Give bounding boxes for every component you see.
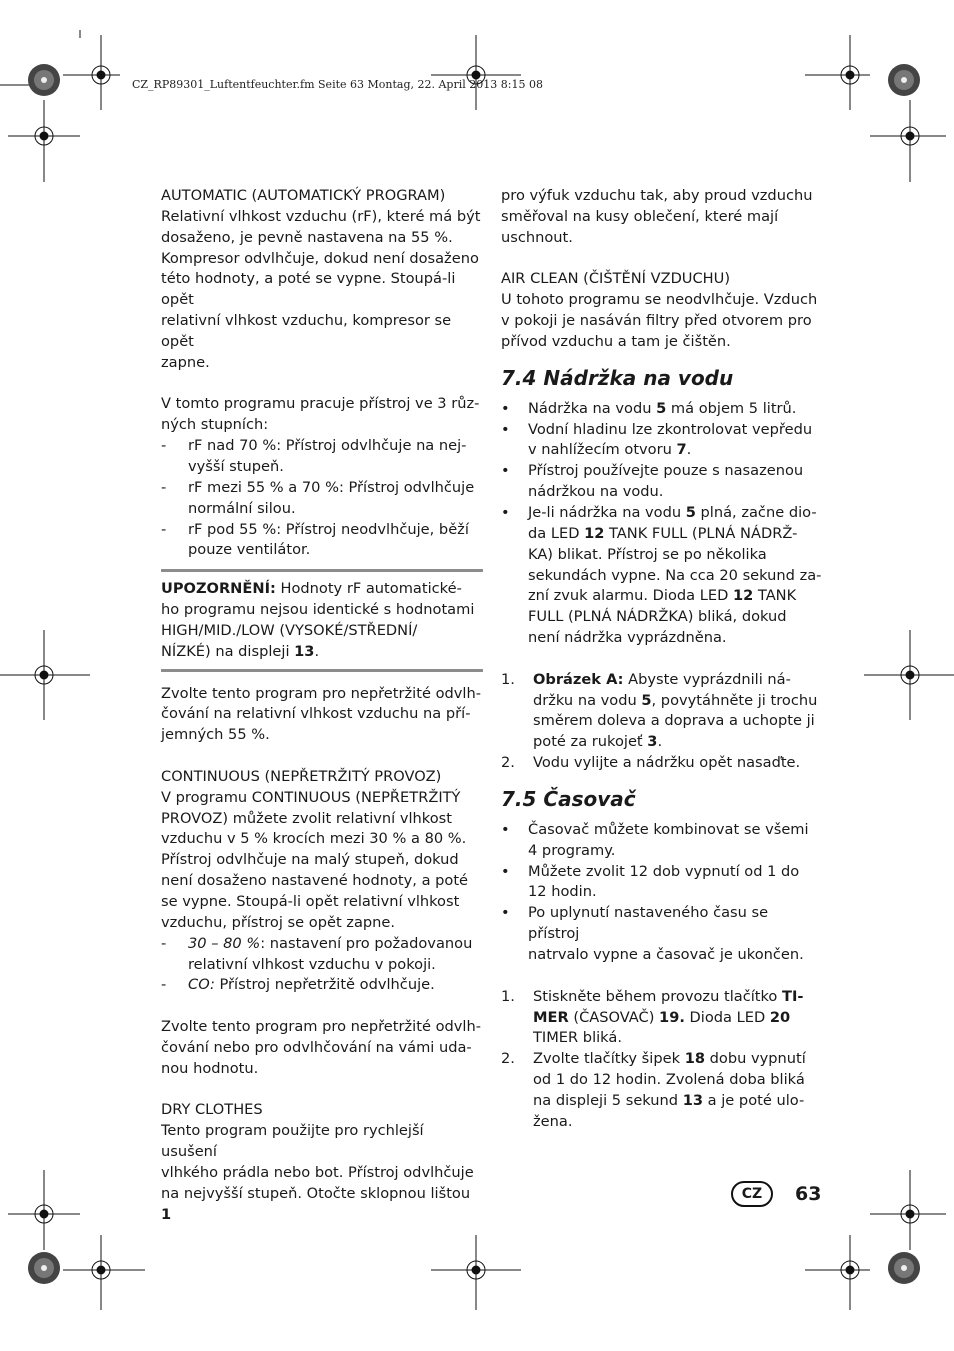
list-item: - rF pod 55 %: Přístroj neodvlhčuje, běží pouze ventilátor. bbox=[161, 520, 483, 562]
bottom-right-crop-marks bbox=[805, 1170, 946, 1310]
continuous-text: V programu CONTINUOUS (NEPŘETRŽITÝ PROVOZ) můžete zvolit relativní vlhkost vzduchu v 5 % krocích mezi 30 % a 80 %. Přístroj odvlhčuje na malý stupeň, dokud není dosaženo nastavené hodnoty, a poté se vypne. Stoupá-li opět relativní vlhkost vzduchu, přístroj se opět zapne. bbox=[161, 788, 469, 931]
list-item: • Nádržka na vodu 5 má objem 5 litrů. bbox=[501, 399, 823, 420]
choose-text-1: Zvolte tento program pro nepřetržité odvlh- čování na relativní vlhkost vzduchu na pří- jemných 55 %. bbox=[161, 684, 481, 744]
color-wheel-bottom-right bbox=[888, 1252, 920, 1284]
list-item: - 30 – 80 %: nastavení pro požadovanou relativní vlhkost vzduchu v pokoji. bbox=[161, 934, 483, 976]
list-item: • Časovač můžete kombinovat se všemi 4 programy. bbox=[501, 820, 823, 862]
numbered-step: 1. Stiskněte během provozu tlačítko TI- MER (ČASOVAČ) 19. Dioda LED 20 TIMER bliká. bbox=[501, 987, 804, 1047]
list-item: - rF nad 70 %: Přístroj odvlhčuje na nej- vyšší stupeň. bbox=[161, 436, 483, 478]
levels-list bbox=[161, 436, 483, 561]
right-column bbox=[501, 186, 823, 1133]
list-item: - rF mezi 55 % a 70 %: Přístroj odvlhčuje normální silou. bbox=[161, 478, 483, 520]
color-wheel-bottom-left bbox=[28, 1252, 60, 1284]
air-clean-title: AIR CLEAN (ČIŠTĚNÍ VZDUCHU) bbox=[501, 270, 731, 288]
list-item: • Přístroj používejte pouze s nasazenou nádržkou na vodu. bbox=[501, 461, 823, 503]
section-heading-7-5: 7.5 Časovač bbox=[501, 786, 636, 811]
color-wheel-top-left bbox=[28, 64, 60, 96]
continuous-title: CONTINUOUS (NEPŘETRŽITÝ PROVOZ) bbox=[161, 767, 442, 785]
top-center-crop-marks bbox=[431, 35, 521, 110]
left-column bbox=[161, 186, 483, 1226]
file-header: CZ_RP89301_Luftentfeuchter.fm Seite 63 Montag, 22. April 2013 8:15 08 bbox=[132, 78, 543, 91]
numbered-step: 2. Zvolte tlačítky šipek 18 dobu vypnutí od 1 do 12 hodin. Zvolená doba bliká na displeji 5 sekund 13 a je poté ulo- žena. bbox=[501, 1050, 806, 1130]
bottom-left-crop-marks bbox=[8, 1170, 145, 1310]
top-right-crop-marks bbox=[805, 35, 946, 182]
dry-clothes-title: DRY CLOTHES bbox=[161, 1101, 263, 1119]
section-heading-7-4: 7.4 Nádržka na vodu bbox=[501, 365, 734, 390]
choose-text-2: Zvolte tento program pro nepřetržité odvlh- čování nebo pro odvlhčování na vámi uda- nou hodnotu. bbox=[161, 1018, 481, 1077]
numbered-step: 2. Vodu vylijte a nádržku opět nasaďte. bbox=[501, 754, 801, 772]
list-item: - CO: Přístroj nepřetržitě odvlhčuje. bbox=[161, 975, 483, 996]
automatic-title: AUTOMATIC (AUTOMATICKÝ PROGRAM) bbox=[161, 187, 446, 204]
levels-intro: V tomto programu pracuje přístroj ve 3 růz- ných stupních: bbox=[161, 395, 480, 434]
air-clean-text: U tohoto programu se neodvlhčuje. Vzduch v pokoji je nasáván filtry před otvorem pro přívod vzduchu a tam je čištěn. bbox=[501, 291, 818, 350]
dry-clothes-text: Tento program použijte pro rychlejší usušení vlhkého prádla nebo bot. Přístroj odvlhčuje na nejvyšší stupeň. Otočte sklopnou lištou 1 bbox=[161, 1122, 474, 1223]
top-left-crop-marks bbox=[0, 30, 120, 182]
page-footer bbox=[731, 1181, 821, 1207]
automatic-text: Relativní vlhkost vzduchu (rF), které má být dosaženo, je pevně nastavena na 55 %. Kompresor odvlhčuje, dokud není dosaženo této hodnoty, a poté se vypne. Stoupá-li opět relativní vlhkost vzduchu, kompresor se opět zapne. bbox=[161, 207, 481, 371]
list-item: • Vodní hladinu lze zkontrolovat vepředu v nahlížecím otvoru 7. bbox=[501, 420, 823, 462]
list-item: • Po uplynutí nastaveného času se přístroj natrvalo vypne a časovač je ukončen. bbox=[501, 903, 823, 966]
numbered-step: 1. Obrázek A: Abyste vyprázdnili ná- držku na vodu 5, povytáhněte ji trochu směrem doleva a doprava a uchopte ji poté za rukojeť 3. bbox=[501, 670, 818, 751]
page-number: 63 bbox=[795, 1183, 822, 1205]
dry-clothes-continued: pro výfuk vzduchu tak, aby proud vzduchu směřoval na kusy oblečení, které mají uschnout. bbox=[501, 187, 813, 246]
color-wheel-top-right bbox=[888, 64, 920, 96]
bottom-center-crop-marks bbox=[431, 1235, 521, 1310]
list-item: • Můžete zvolit 12 dob vypnutí od 1 do 12 hodin. bbox=[501, 862, 823, 904]
notice-box: UPOZORNĚNÍ: Hodnoty rF automatické- ho programu nejsou identické s hodnotami HIGH/MID./LOW (VYSOKÉ/STŘEDNÍ/ NÍZKÉ) na displeji 13. bbox=[161, 569, 483, 671]
language-badge: CZ bbox=[731, 1181, 773, 1207]
notice-label: UPOZORNĚNÍ: bbox=[161, 580, 276, 598]
list-item: • Je-li nádržka na vodu 5 plná, začne dio- da LED 12 TANK FULL (PLNÁ NÁDRŽ- KA) blikat. Přístroj se po několika sekundách vypne. Na cca 20 sekund za- zní zvuk alarmu. Dioda LED 12 TANK FULL (PLNÁ NÁDRŽKA) bliká, dokud není nádržka vyprázdněna. bbox=[501, 503, 823, 649]
